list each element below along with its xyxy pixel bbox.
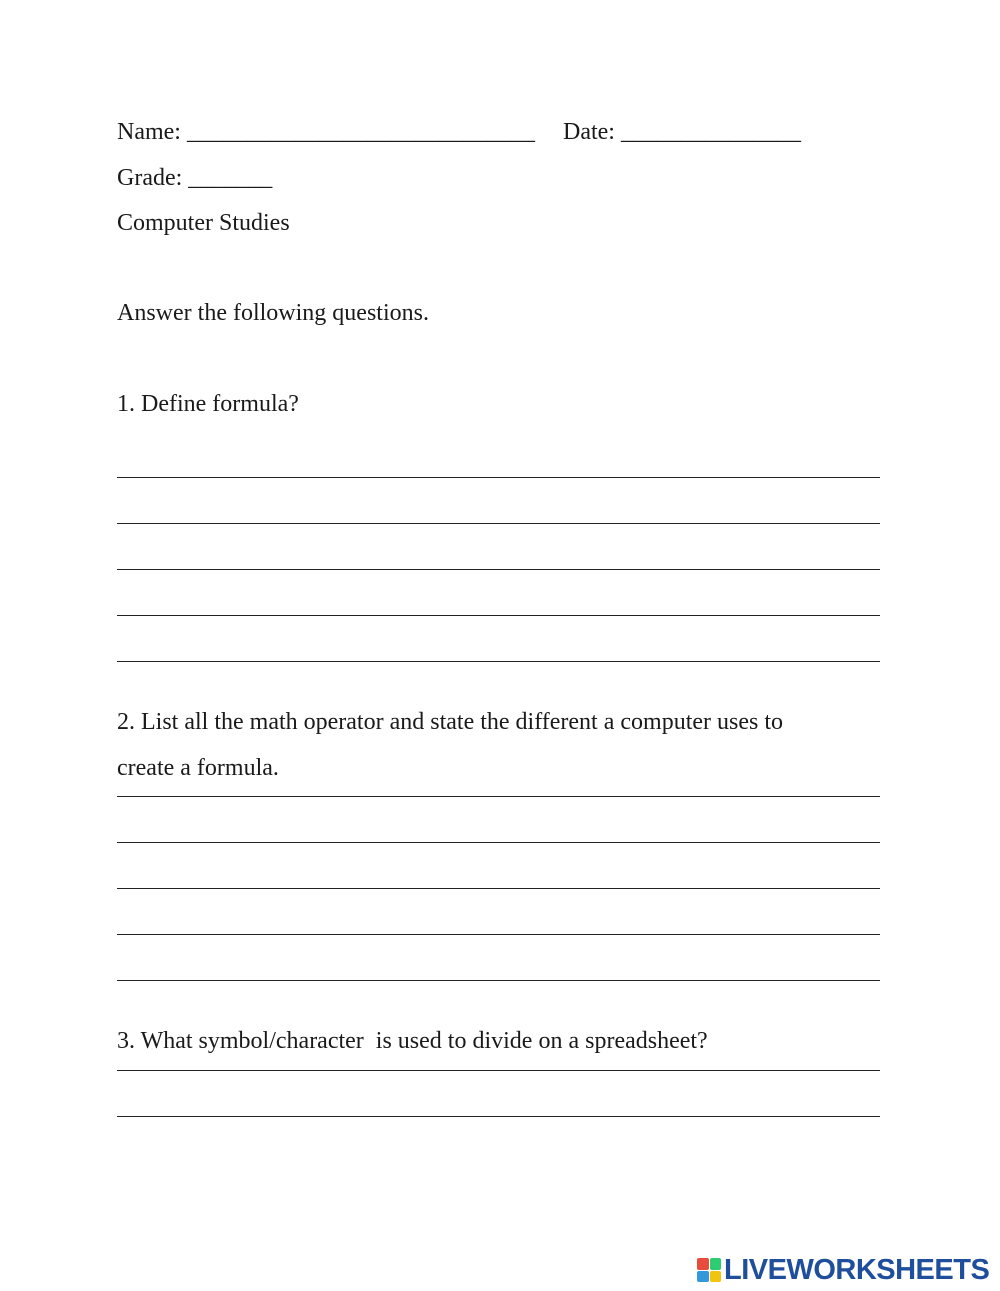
question-2-line-2: create a formula. [117,755,279,781]
question-1: 1. Define formula? [117,391,299,417]
date-field[interactable]: Date: _______________ [563,119,801,145]
instructions: Answer the following questions. [117,300,429,326]
question-3: 3. What symbol/character is used to divide on a spreadsheet? [117,1028,708,1054]
subject-title: Computer Studies [117,210,290,236]
logo-tile-icon [697,1258,709,1270]
answer-line[interactable] [117,569,880,570]
answer-line[interactable] [117,661,880,662]
question-2-line-1: 2. List all the math operator and state the different a computer uses to [117,709,784,735]
answer-line[interactable] [117,615,880,616]
answer-line[interactable] [117,1070,880,1071]
name-field[interactable]: Name: _____________________________ [117,119,535,145]
logo-tile-icon [710,1258,722,1270]
grade-field[interactable]: Grade: _______ [117,165,273,191]
logo-tile-icon [710,1271,722,1283]
liveworksheets-logo [697,1255,989,1285]
answer-line[interactable] [117,796,880,797]
answer-line[interactable] [117,842,880,843]
answer-line[interactable] [117,477,880,478]
answer-line[interactable] [117,523,880,524]
answer-line[interactable] [117,888,880,889]
answer-line[interactable] [117,1116,880,1117]
answer-line[interactable] [117,934,880,935]
brand-name: LIVEWORKSHEETS [724,1253,990,1286]
liveworksheets-icon [697,1258,721,1282]
answer-line[interactable] [117,980,880,981]
logo-tile-icon [697,1271,709,1283]
